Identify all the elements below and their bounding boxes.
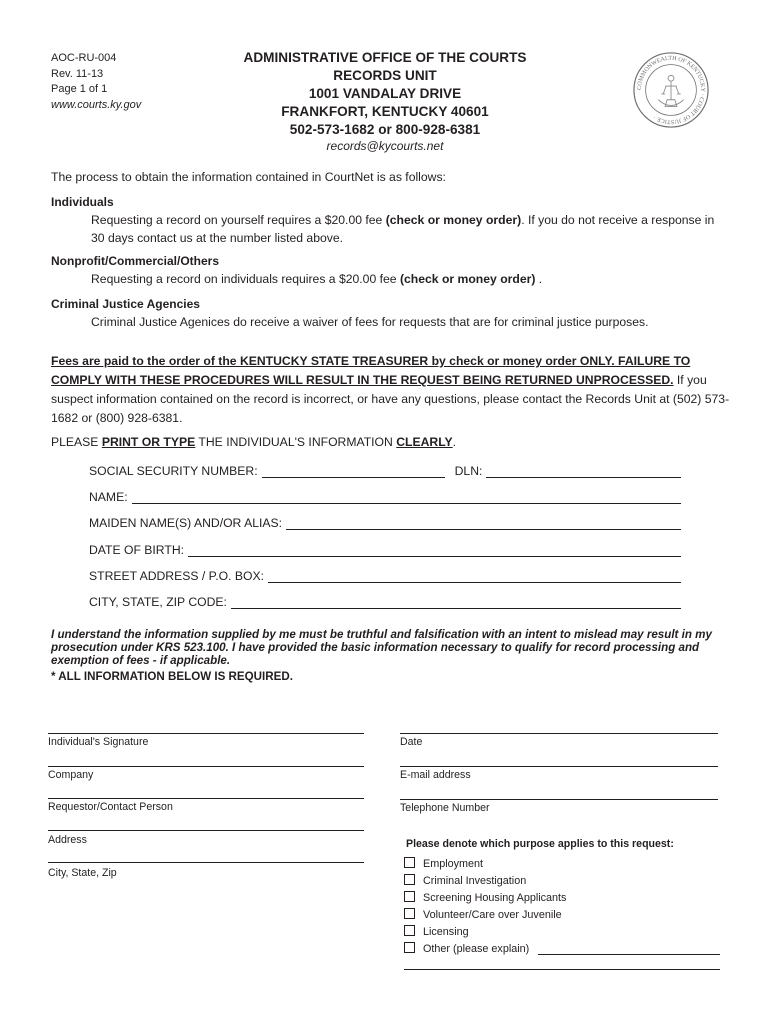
header-unit: RECORDS UNIT: [333, 68, 437, 83]
instruction-c: THE INDIVIDUAL'S INFORMATION: [195, 435, 397, 449]
company-field[interactable]: [48, 766, 364, 767]
office-header: [200, 49, 570, 153]
dob-label: DATE OF BIRTH:: [89, 543, 185, 557]
employment-checkbox[interactable]: [404, 857, 415, 868]
criminal-investigation-checkbox[interactable]: [404, 874, 415, 885]
other-explain-field-2[interactable]: [404, 969, 720, 970]
seal-text: COMMONWEALTH OF KENTUCKY · COURT OF JUSTICE ·: [636, 55, 706, 125]
telephone-field[interactable]: [400, 799, 718, 800]
city-field[interactable]: [231, 597, 681, 609]
criminal-heading: Criminal Justice Agencies: [51, 297, 200, 311]
city-row: [89, 593, 681, 609]
signature-label: Individual's Signature: [48, 736, 149, 748]
fees-paragraph: [51, 352, 731, 428]
street-field[interactable]: [268, 571, 681, 583]
individuals-text: [51, 211, 731, 247]
individual-info-fields: [89, 462, 681, 612]
dln-label: DLN:: [454, 464, 483, 478]
city-state-zip-field[interactable]: [48, 862, 364, 863]
housing-screening-checkbox[interactable]: [404, 891, 415, 902]
city-label: CITY, STATE, ZIP CODE:: [89, 595, 227, 609]
ssn-dln-row: [89, 462, 681, 478]
intro-text: The process to obtain the information contained in CourtNet is as follows:: [51, 170, 446, 184]
name-label: NAME:: [89, 490, 128, 504]
maiden-label: MAIDEN NAME(S) AND/OR ALIAS:: [89, 516, 283, 530]
address-field[interactable]: [48, 830, 364, 831]
volunteer-juvenile-checkbox[interactable]: [404, 908, 415, 919]
instruction-clearly: CLEARLY: [396, 435, 453, 449]
nonprofit-heading: Nonprofit/Commercial/Others: [51, 254, 220, 268]
fees-contact: If you suspect information contained on the record is incorrect, or have any questions, please contact the Records Unit at (502) 573-1682 or (800) 928-6381.: [51, 373, 730, 425]
name-row: [89, 488, 681, 504]
page-number: Page 1 of 1: [51, 83, 108, 95]
form-meta: [51, 51, 141, 113]
maiden-row: [89, 514, 681, 530]
company-label: Company: [48, 769, 94, 781]
other-label: Other (please explain): [423, 943, 530, 955]
fees-warning: Fees are paid to the order of the KENTUCKY STATE TREASURER by check or money order ONLY. FAILURE TO COMPLY WITH THESE PROCEDURES WILL RESULT IN THE REQUEST BEING RETURNED UNPROCESSED.: [51, 354, 691, 387]
form-revision: Rev. 11-13: [51, 67, 104, 80]
purpose-title: Please denote which purpose applies to this request:: [406, 838, 674, 850]
website-link[interactable]: www.courts.ky.gov: [51, 98, 142, 111]
section-criminal-justice: [51, 295, 731, 331]
individuals-fee-method: (check or money order): [385, 213, 522, 227]
street-label: STREET ADDRESS / P.O. BOX:: [89, 569, 264, 583]
email-field[interactable]: [400, 766, 718, 767]
criminal-text: Criminal Justice Agenices do receive a waiver of fees for requests that are for criminal justice purposes.: [91, 315, 649, 329]
licensing-checkbox[interactable]: [404, 925, 415, 936]
licensing-label: Licensing: [423, 926, 469, 938]
nonprofit-text-c: .: [535, 272, 543, 286]
contact-person-label: Requestor/Contact Person: [48, 801, 173, 813]
court-seal-icon: [632, 51, 710, 129]
telephone-label: Telephone Number: [400, 802, 490, 814]
print-instruction: [51, 433, 731, 451]
housing-screening-label: Screening Housing Applicants: [423, 892, 567, 904]
header-street: 1001 VANDALAY DRIVE: [308, 86, 462, 101]
nonprofit-fee-method: (check or money order): [399, 272, 536, 286]
header-phone: 502-573-1682 or 800-928-6381: [289, 122, 481, 137]
header-email[interactable]: records@kycourts.net: [326, 139, 444, 153]
dob-row: [89, 541, 681, 557]
ssn-label: SOCIAL SECURITY NUMBER:: [89, 464, 258, 478]
section-nonprofit: [51, 252, 731, 288]
email-label: E-mail address: [400, 769, 471, 781]
criminal-investigation-label: Criminal Investigation: [423, 875, 527, 887]
individuals-text-a: Requesting a record on yourself requires a $20.00 fee: [91, 213, 386, 227]
dob-field[interactable]: [188, 545, 681, 557]
instruction-print-or-type: PRINT OR TYPE: [101, 435, 196, 449]
ssn-field[interactable]: [262, 466, 445, 478]
date-field[interactable]: [400, 733, 718, 734]
employment-label: Employment: [423, 858, 484, 870]
dln-field[interactable]: [486, 466, 681, 478]
header-city: FRANKFORT, KENTUCKY 40601: [281, 104, 489, 119]
maiden-field[interactable]: [286, 518, 681, 530]
nonprofit-text: [51, 270, 731, 288]
name-field[interactable]: [132, 492, 681, 504]
instruction-a: PLEASE: [51, 435, 102, 449]
individuals-heading: Individuals: [51, 195, 114, 209]
individuals-text-c: . If you do not receive a response in 30 days contact us at the number listed above.: [91, 213, 715, 245]
address-label: Address: [48, 834, 87, 846]
street-row: [89, 567, 681, 583]
instruction-e: .: [452, 435, 457, 449]
section-individuals: [51, 193, 731, 247]
other-checkbox[interactable]: [404, 942, 415, 953]
header-office: ADMINISTRATIVE OFFICE OF THE COURTS: [243, 50, 527, 65]
other-explain-field[interactable]: [538, 954, 720, 955]
city-state-zip-label: City, State, Zip: [48, 867, 117, 879]
signature-field[interactable]: [48, 733, 364, 734]
volunteer-juvenile-label: Volunteer/Care over Juvenile: [423, 909, 562, 921]
form-code: AOC-RU-004: [51, 52, 117, 64]
required-note: * ALL INFORMATION BELOW IS REQUIRED.: [51, 670, 293, 683]
truthfulness-statement: I understand the information supplied by me must be truthful and falsification with an intent to mislead may result in my prosecution under KRS 523.100. I have provided the basic information necessary to qualify for record processing and exemption of fees - if applicable.: [51, 628, 712, 667]
contact-person-field[interactable]: [48, 798, 364, 799]
nonprofit-text-a: Requesting a record on individuals requires a $20.00 fee: [91, 272, 400, 286]
date-label: Date: [400, 736, 423, 748]
